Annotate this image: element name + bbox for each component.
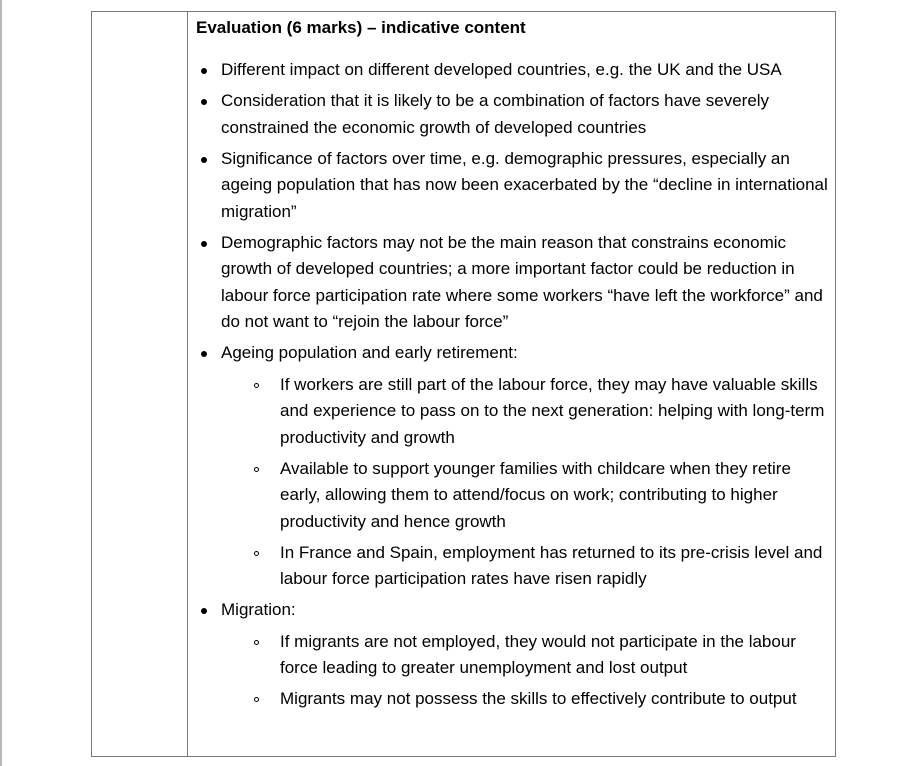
bullet-icon: [201, 157, 207, 163]
list-item: [196, 340, 829, 593]
sub-list: [221, 629, 829, 713]
hollow-bullet-icon: [254, 383, 259, 388]
sub-list-item-text: Available to support younger families with childcare when they retire early, allowing them to attend/focus on work; contributing to higher productivity and hence growth: [280, 458, 791, 531]
sub-list-item: [221, 372, 829, 452]
bullet-icon: [201, 241, 207, 247]
list-item: [196, 146, 829, 226]
sub-list-item-text: Migrants may not possess the skills to effectively contribute to output: [280, 689, 797, 708]
sub-list-item: [221, 686, 829, 713]
indicative-content-list: [196, 57, 829, 713]
list-item: [196, 57, 829, 84]
list-item-text: Demographic factors may not be the main reason that constrains economic growth of developed countries; a more important factor could be reduction in labour force participation rate where some workers “have left the workforce” and do not want to “rejoin the labour force”: [221, 232, 823, 331]
hollow-bullet-icon: [254, 640, 259, 645]
table-content-cell: [188, 12, 835, 756]
hollow-bullet-icon: [254, 551, 259, 556]
sub-list-item-text: If migrants are not employed, they would not participate in the labour force leading to greater unemployment and lost output: [280, 631, 796, 677]
sub-list-item: [221, 629, 829, 682]
list-item: [196, 597, 829, 713]
list-item-text: Consideration that it is likely to be a combination of factors have severely constrained the economic growth of developed countries: [221, 91, 770, 137]
bullet-icon: [201, 99, 207, 105]
bullet-icon: [201, 608, 207, 614]
sub-list: [221, 372, 829, 593]
hollow-bullet-icon: [254, 697, 259, 702]
sub-list-item: [221, 540, 829, 593]
list-item-text: Significance of factors over time, e.g. demographic pressures, especially an ageing population that has now been exacerbated by the “decline in international migration”: [221, 148, 828, 221]
sub-list-item-text: If workers are still part of the labour force, they may have valuable skills and experience to pass on to the next generation: helping with long-term productivity and growth: [280, 374, 825, 447]
hollow-bullet-icon: [254, 467, 259, 472]
list-item: [196, 88, 829, 141]
list-item: [196, 230, 829, 336]
bullet-icon: [201, 68, 207, 74]
list-item-text: Migration:: [221, 600, 296, 619]
sub-list-item: [221, 456, 829, 536]
section-heading: Evaluation (6 marks) – indicative content: [196, 18, 526, 37]
table-left-column: [92, 12, 188, 756]
page-left-edge: [0, 0, 2, 766]
mark-scheme-table: [91, 11, 836, 757]
list-item-text: Ageing population and early retirement:: [221, 343, 518, 362]
list-item-text: Different impact on different developed countries, e.g. the UK and the USA: [221, 60, 782, 79]
sub-list-item-text: In France and Spain, employment has returned to its pre-crisis level and labour force participation rates have risen rapidly: [280, 542, 823, 588]
bullet-icon: [201, 351, 207, 357]
